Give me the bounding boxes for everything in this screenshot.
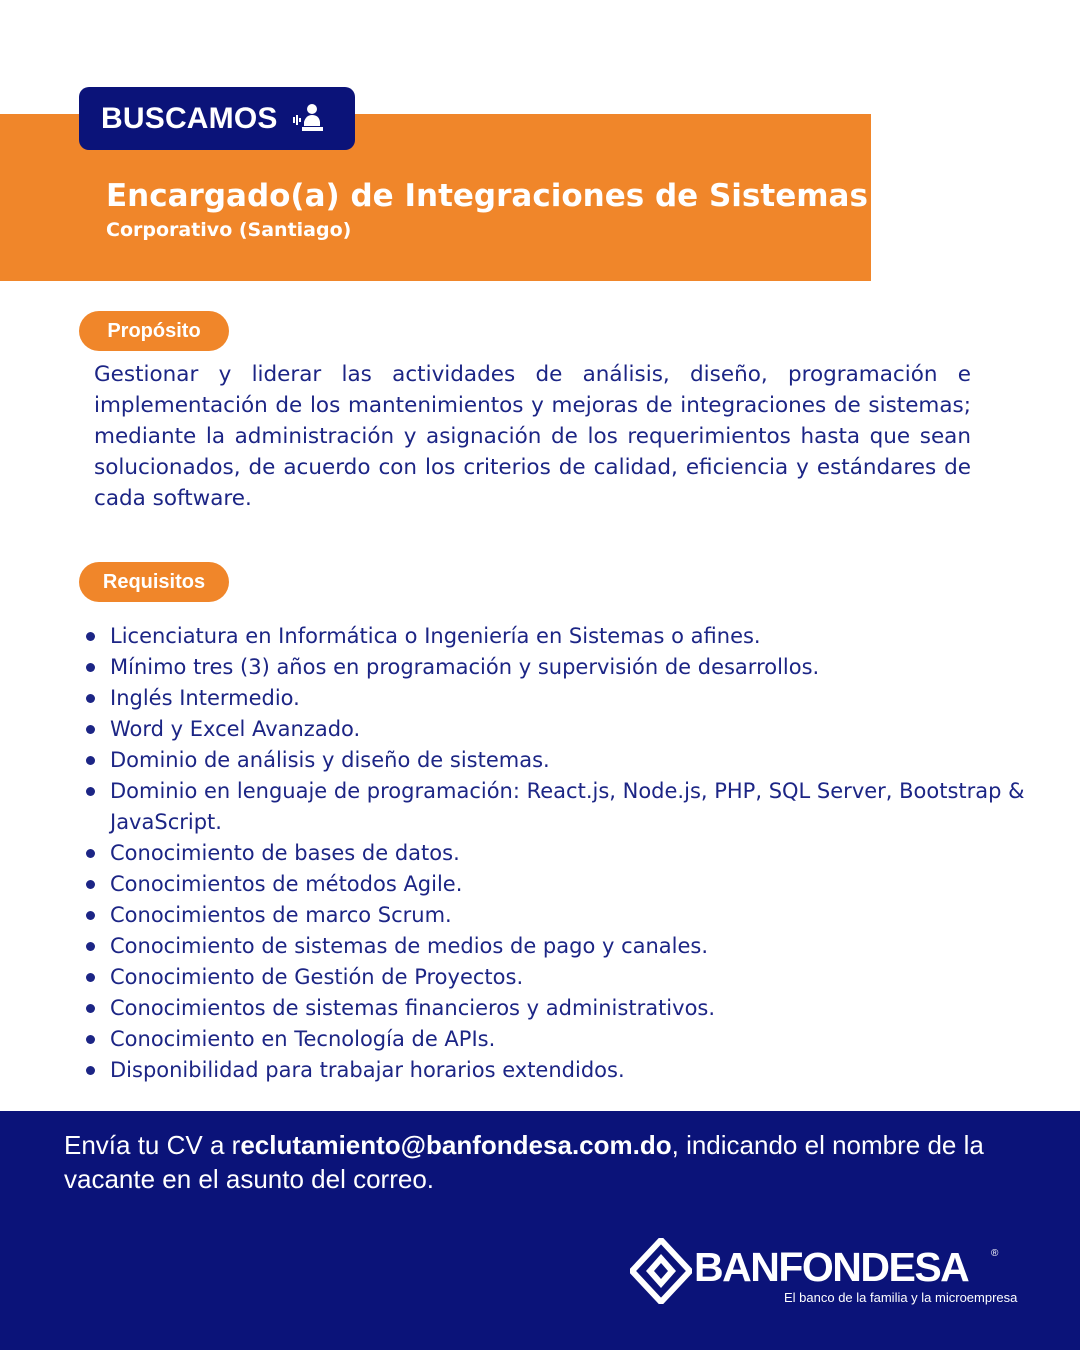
requirement-item: Conocimiento de Gestión de Proyectos. xyxy=(86,962,1036,993)
bullet-icon xyxy=(86,725,95,734)
bullet-icon xyxy=(86,849,95,858)
buscamos-label: BUSCAMOS xyxy=(101,101,278,135)
requirement-item: Conocimientos de métodos Agile. xyxy=(86,869,1036,900)
requirement-item: Conocimientos de marco Scrum. xyxy=(86,900,1036,931)
bullet-icon xyxy=(86,787,95,796)
logo-wordmark: BANFONDESA xyxy=(694,1244,969,1290)
requirement-item: Dominio en lenguaje de programación: React.js, Node.js, PHP, SQL Server, Bootstrap & JavaScript. xyxy=(86,776,1036,838)
requirement-item: Disponibilidad para trabajar horarios extendidos. xyxy=(86,1055,1036,1086)
requirement-item: Conocimientos de sistemas financieros y administrativos. xyxy=(86,993,1036,1024)
apply-text-after: , indicando el nombre de la vacante en el asunto del correo. xyxy=(64,1130,984,1194)
purpose-heading: Propósito xyxy=(79,311,229,351)
bullet-icon xyxy=(86,942,95,951)
requirement-item: Dominio de análisis y diseño de sistemas. xyxy=(86,745,1036,776)
apply-instructions xyxy=(64,1128,1024,1196)
requirements-list xyxy=(86,621,1036,1086)
requirement-item: Conocimiento de bases de datos. xyxy=(86,838,1036,869)
registered-mark: ® xyxy=(991,1248,999,1259)
buscamos-badge xyxy=(79,87,355,150)
logo-tagline: El banco de la familia y la microempresa xyxy=(784,1290,1018,1305)
requirement-item: Word y Excel Avanzado. xyxy=(86,714,1036,745)
bullet-icon xyxy=(86,911,95,920)
bullet-icon xyxy=(86,1004,95,1013)
job-location: Corporativo (Santiago) xyxy=(106,219,352,241)
apply-text-before: Envía tu CV a r xyxy=(64,1130,241,1160)
person-at-desk-icon xyxy=(290,102,324,136)
recruitment-email-link[interactable]: eclutamiento@banfondesa.com.do xyxy=(240,1130,672,1160)
bullet-icon xyxy=(86,1066,95,1075)
job-title: Encargado(a) de Integraciones de Sistemas xyxy=(106,178,868,214)
banfondesa-logo xyxy=(630,1238,1018,1308)
bullet-icon xyxy=(86,632,95,641)
bullet-icon xyxy=(86,880,95,889)
requirement-item: Inglés Intermedio. xyxy=(86,683,1036,714)
requirement-item: Mínimo tres (3) años en programación y supervisión de desarrollos. xyxy=(86,652,1036,683)
requirements-heading: Requisitos xyxy=(79,562,229,602)
bullet-icon xyxy=(86,973,95,982)
bullet-icon xyxy=(86,756,95,765)
purpose-text: Gestionar y liderar las actividades de análisis, diseño, programación e implementación de los mantenimientos y mejoras de integraciones de sistemas; mediante la administración y asignación de los requerimientos hasta que sean solucionados, de acuerdo con los criterios de calidad, eficiencia y estándares de cada software. xyxy=(94,362,971,511)
banfondesa-diamond-icon xyxy=(630,1238,692,1304)
requirement-item: Licenciatura en Informática o Ingeniería en Sistemas o afines. xyxy=(86,621,1036,652)
bullet-icon xyxy=(86,663,95,672)
requirement-item: Conocimiento en Tecnología de APIs. xyxy=(86,1024,1036,1055)
bullet-icon xyxy=(86,1035,95,1044)
requirement-item: Conocimiento de sistemas de medios de pago y canales. xyxy=(86,931,1036,962)
bullet-icon xyxy=(86,694,95,703)
